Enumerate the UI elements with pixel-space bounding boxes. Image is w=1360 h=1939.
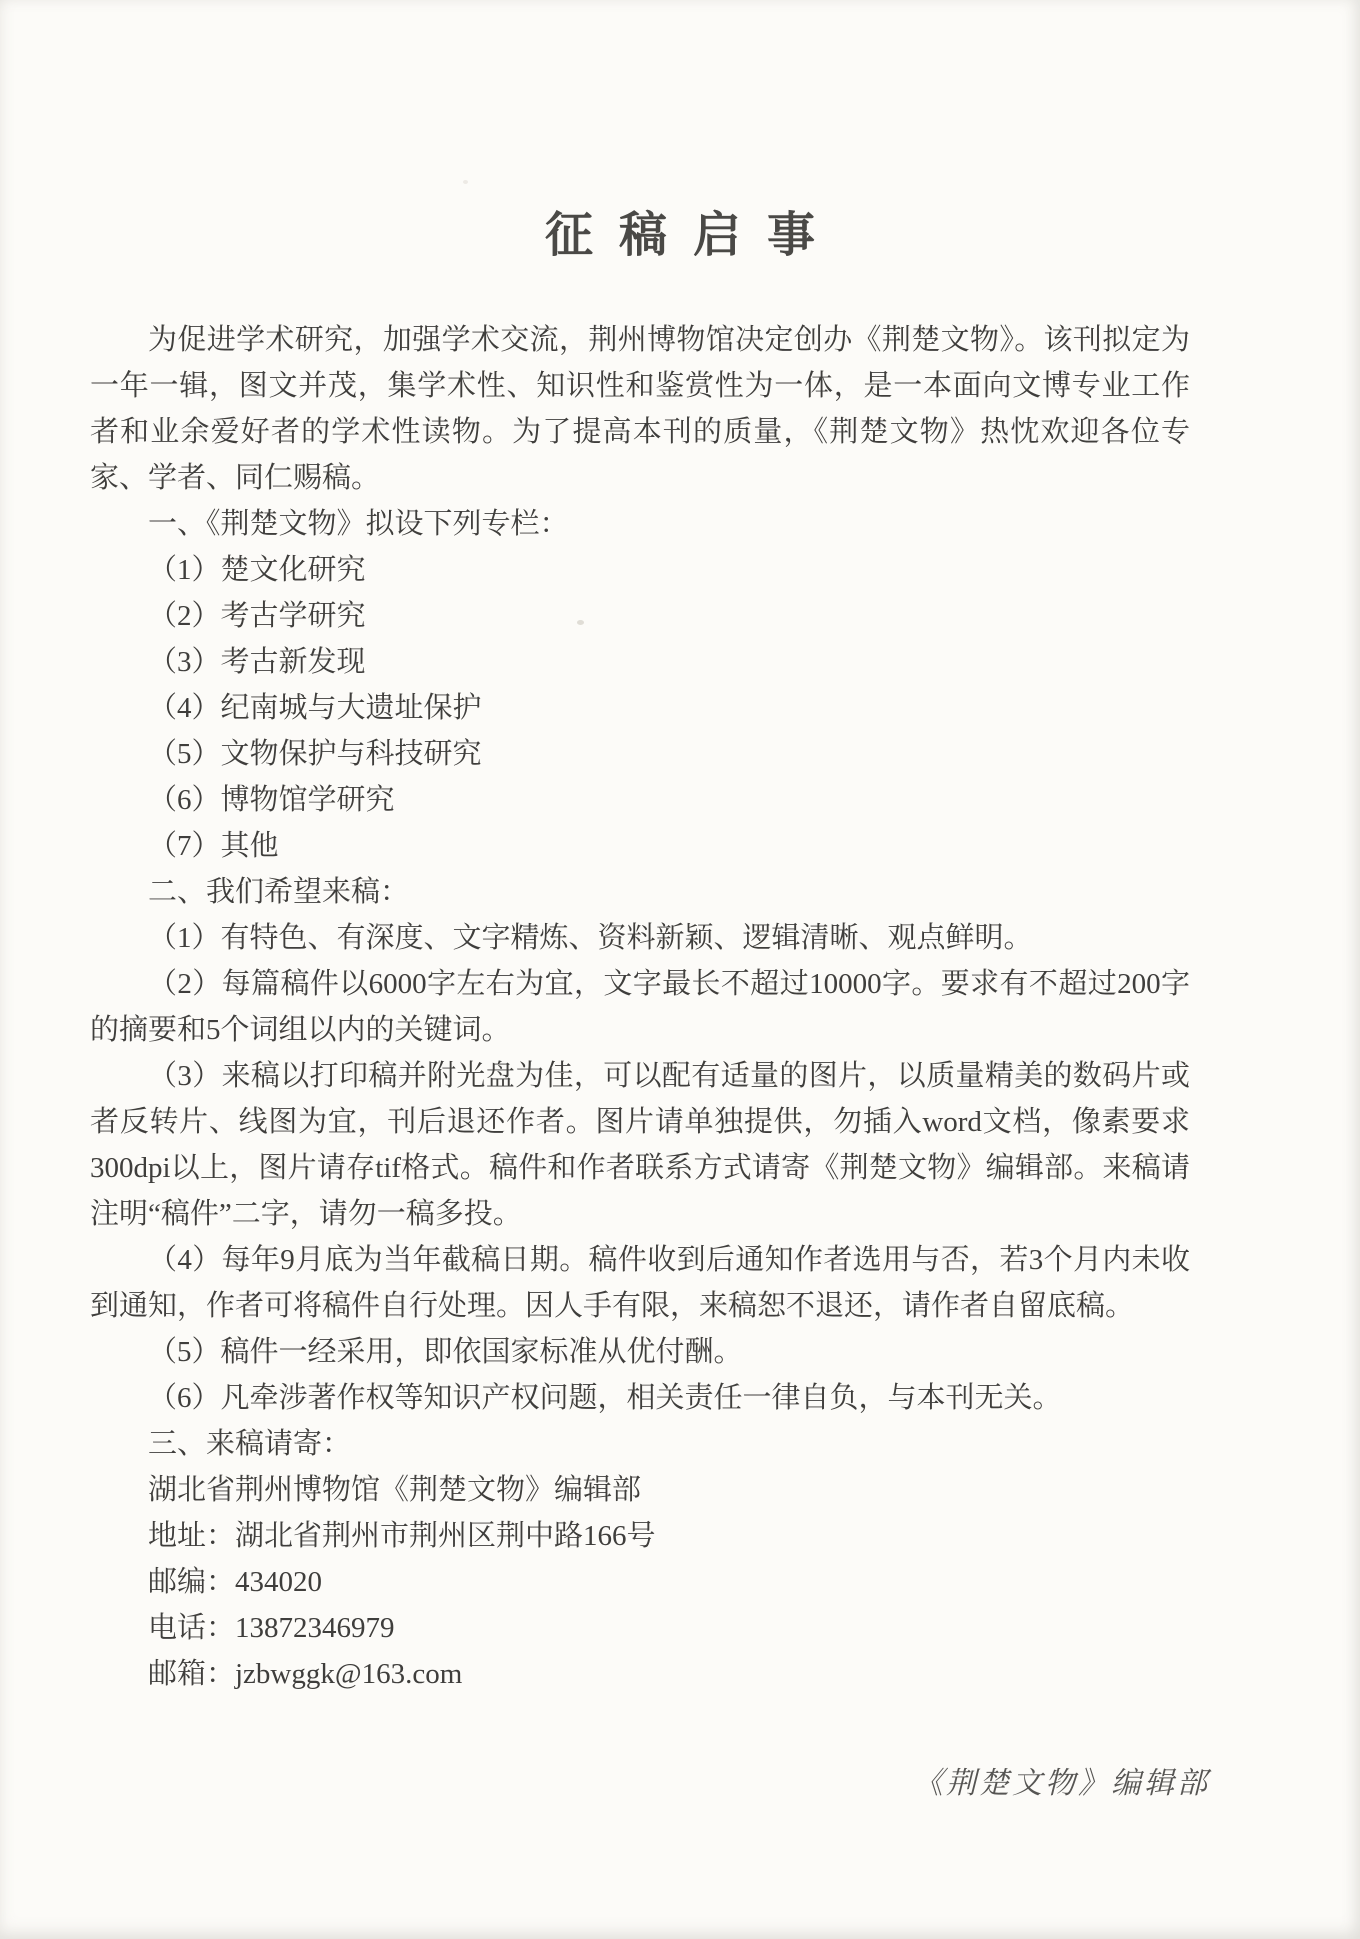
postal-code-line: 邮编：434020 — [148, 1566, 323, 1598]
section2-item-6: （6）凡牵涉著作权等知识产权问题，相关责任一律自负，与本刊无关。 — [148, 1382, 1062, 1414]
section1-item-2: （2）考古学研究 — [148, 600, 366, 632]
section2-item-1: （1）有特色、有深度、文字精炼、资料新颖、逻辑清晰、观点鲜明。 — [148, 922, 1033, 954]
section1-item-1: （1）楚文化研究 — [148, 554, 366, 586]
mailing-address-line: 地址：湖北省荆州市荆州区荆中路166号 — [148, 1520, 656, 1552]
section1-item-6: （6）博物馆学研究 — [148, 784, 395, 816]
mailing-name-line: 湖北省荆州博物馆《荆楚文物》编辑部 — [148, 1474, 642, 1506]
section1-item-4: （4）纪南城与大遗址保护 — [148, 692, 482, 724]
section2-heading: 二、我们希望来稿： — [148, 876, 410, 908]
section1-item-5: （5）文物保护与科技研究 — [148, 738, 482, 770]
section2-item-5: （5）稿件一经采用，即依国家标准从优付酬。 — [148, 1336, 743, 1368]
signature: 《荆楚文物》编辑部 — [913, 1767, 1210, 1800]
section2-item-2: （2）每篇稿件以6000字左右为宜，文字最长不超过10000字。要求有不超过200字的摘要和5个词组以内的关键词。 — [90, 968, 1190, 1046]
section1-item-3: （3）考古新发现 — [148, 646, 366, 678]
document-body — [0, 317, 1360, 1697]
section1-item-7: （7）其他 — [148, 830, 279, 862]
phone-line: 电话：13872346979 — [148, 1612, 395, 1644]
intro-paragraph: 为促进学术研究，加强学术交流，荆州博物馆决定创办《荆楚文物》。该刊拟定为一年一辑，图文并茂，集学术性、知识性和鉴赏性为一体，是一本面向文博专业工作者和业余爱好者的学术性读物。为了提高本刊的质量，《荆楚文物》热忱欢迎各位专家、学者、同仁赐稿。 — [90, 324, 1190, 494]
section3-heading: 三、来稿请寄： — [148, 1428, 352, 1460]
section2-item-4: （4）每年9月底为当年截稿日期。稿件收到后通知作者选用与否，若3个月内未收到通知，作者可将稿件自行处理。因人手有限，来稿恕不退还，请作者自留底稿。 — [90, 1244, 1190, 1322]
section2-item-3: （3）来稿以打印稿并附光盘为佳，可以配有适量的图片，以质量精美的数码片或者反转片、线图为宜，刊后退还作者。图片请单独提供，勿插入word文档，像素要求300dpi以上，图片请存tif格式。稿件和作者联系方式请寄《荆楚文物》编辑部。来稿请注明“稿件”二字，请勿一稿多投。 — [90, 1060, 1190, 1230]
page-title: 征稿启事 — [544, 209, 841, 262]
scan-speck — [463, 180, 468, 184]
scan-speck — [577, 620, 584, 625]
email-line: 邮箱：jzbwggk@163.com — [148, 1658, 463, 1690]
section1-heading: 一、《荆楚文物》拟设下列专栏： — [148, 508, 569, 540]
